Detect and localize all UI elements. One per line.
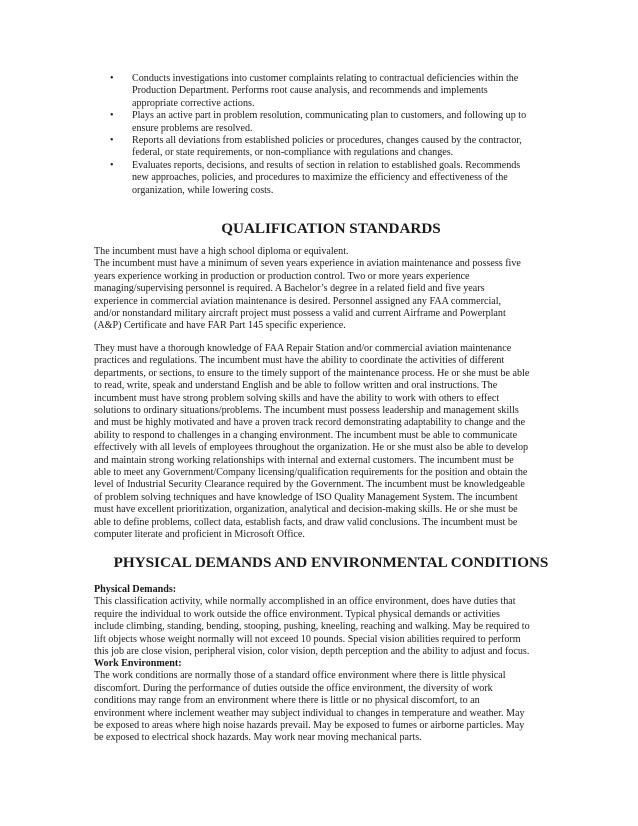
- text-line: effectively with all levels of employees throughout the organization. He or she must also be able to develop: [94, 442, 529, 454]
- bullet-line: Conducts investigations into customer complaints relating to contractual deficiencies within the: [132, 73, 519, 84]
- text-line: and/or nonstandard military aircraft project must possess a valid and current Airframe and Powerplant: [94, 308, 506, 320]
- bullet-icon: •: [110, 135, 114, 147]
- bullet-line: Reports all deviations from established policies or procedures, changes caused by the contractor,: [132, 135, 522, 147]
- text-line: managing/supervising personnel is required. A Bachelor’s degree in a related field and five years: [94, 283, 485, 295]
- physical-demands-heading: PHYSICAL DEMANDS AND ENVIRONMENTAL CONDITIONS: [113, 554, 549, 571]
- physical-demands-subheading: Physical Demands:: [94, 584, 177, 595]
- bullet-item: [110, 110, 550, 135]
- text-line: include climbing, standing, bending, stooping, pushing, kneeling, reaching and walking. May be required to: [94, 621, 530, 633]
- text-line: They must have a thorough knowledge of FAA Repair Station and/or commercial aviation maintenance: [94, 343, 512, 354]
- bullet-line: Evaluates reports, decisions, and results of section in relation to established goals. Recommends: [132, 159, 521, 171]
- text-line: incumbent must have strong problem solving skills and have the ability to work with others to effect: [94, 392, 500, 404]
- physical-demands-section: [94, 584, 554, 658]
- text-line: (A&P) Certificate and have FAR Part 145 specific experience.: [94, 320, 346, 332]
- text-line: The incumbent must have a high school diploma or equivalent.: [94, 246, 349, 257]
- bullet-line: Plays an active part in problem resolution, communicating plan to customers, and following up to: [132, 110, 527, 122]
- text-line: This classification activity, while normally accomplished in an office environment, does have duties that: [94, 596, 516, 608]
- text-line: practices and regulations. The incumbent must have the ability to coordinate the activities of different: [94, 355, 505, 367]
- bullet-item: [110, 135, 550, 160]
- text-line: ability to respond to challenges in a changing environment. The incumbent must be able to communicate: [94, 429, 518, 441]
- text-line: of problem solving techniques and have knowledge of ISO Quality Management System. The incumbent: [94, 491, 518, 503]
- bullet-line: appropriate corrective actions.: [132, 97, 255, 109]
- bullet-line: ensure problems are resolved.: [132, 122, 253, 134]
- text-line: and maintain strong working relationships with internal and external customers. The incumbent must be: [94, 454, 514, 466]
- bullet-line: new approaches, policies, and procedures to maximize the efficiency and effectiveness of the: [132, 172, 508, 184]
- text-line: The incumbent must have a minimum of seven years experience in aviation maintenance and possess five: [94, 258, 521, 270]
- text-line: must have excellent prioritization, organization, analytical and decision-making skills. He or she must be: [94, 504, 518, 516]
- text-line: and must be highly motivated and have a proven track record demonstrating adaptability to change and the: [94, 417, 526, 429]
- text-line: departments, or sections, to ensure to the timely support of the maintenance process. He or she must be able: [94, 367, 530, 379]
- qualification-paragraph-2: [94, 343, 554, 542]
- bullet-icon: •: [110, 73, 114, 84]
- text-line: level of Industrial Security Clearance required by the Government. The incumbent must be knowledgeable: [94, 479, 525, 491]
- bullet-line: organization, while lowering costs.: [132, 184, 274, 196]
- bullet-item: [110, 160, 550, 197]
- work-environment-section: [94, 658, 554, 745]
- text-line: require the individual to work outside the office environment. Typical physical demands or activities: [94, 608, 500, 620]
- qualification-standards-heading: QUALIFICATION STANDARDS: [221, 220, 441, 237]
- bullet-line: federal, or state requirements, or non-compliance with regulations and changes.: [132, 147, 454, 159]
- text-line: be exposed to electrical shock hazards. May work near moving mechanical parts.: [94, 732, 422, 744]
- text-line: able to meet any Government/Company licensing/qualification requirements for the position and obtain the: [94, 467, 528, 479]
- text-line: experience in commercial aviation maintenance is desired. Personnel assigned any FAA commercial,: [94, 295, 502, 307]
- text-line: discomfort. During the performance of duties outside the office environment, the diversity of work: [94, 682, 493, 694]
- text-line: environment where inclement weather may subject individual to changes in temperature and weather. May: [94, 707, 525, 719]
- text-line: to read, write, speak and understand English and be able to follow written and oral instructions. The: [94, 380, 498, 392]
- text-line: be exposed to areas where high noise hazards prevail. May be exposed to fumes or airborne particles. May: [94, 720, 525, 732]
- work-environment-subheading: Work Environment:: [94, 658, 182, 669]
- text-line: this job are close vision, peripheral vision, color vision, depth perception and the ability to adjust and focus.: [94, 646, 530, 658]
- qualification-paragraph-1: [94, 246, 554, 333]
- bullet-icon: •: [110, 110, 114, 122]
- bullet-item: [110, 73, 550, 110]
- responsibilities-bullet-list: [110, 73, 550, 197]
- text-line: able to define problems, collect data, establish facts, and draw valid conclusions. The incumbent must be: [94, 516, 518, 528]
- text-line: solutions to ordinary situations/problems. The incumbent must possess leadership and management skills: [94, 405, 519, 417]
- bullet-icon: •: [110, 159, 114, 171]
- text-line: conditions may range from an environment where there is little or no physical discomfort, to an: [94, 695, 480, 707]
- text-line: lift objects whose weight normally will not exceed 10 pounds. Special vision abilities required to perform: [94, 633, 521, 645]
- text-line: The work conditions are normally those of a standard office environment where there is little physical: [94, 670, 506, 682]
- text-line: computer literate and proficient in Microsoft Office.: [94, 529, 305, 541]
- bullet-line: Production Department. Performs root cause analysis, and recommends and implements: [132, 85, 488, 97]
- text-line: years experience working in production or production control. Two or more years experience: [94, 270, 470, 282]
